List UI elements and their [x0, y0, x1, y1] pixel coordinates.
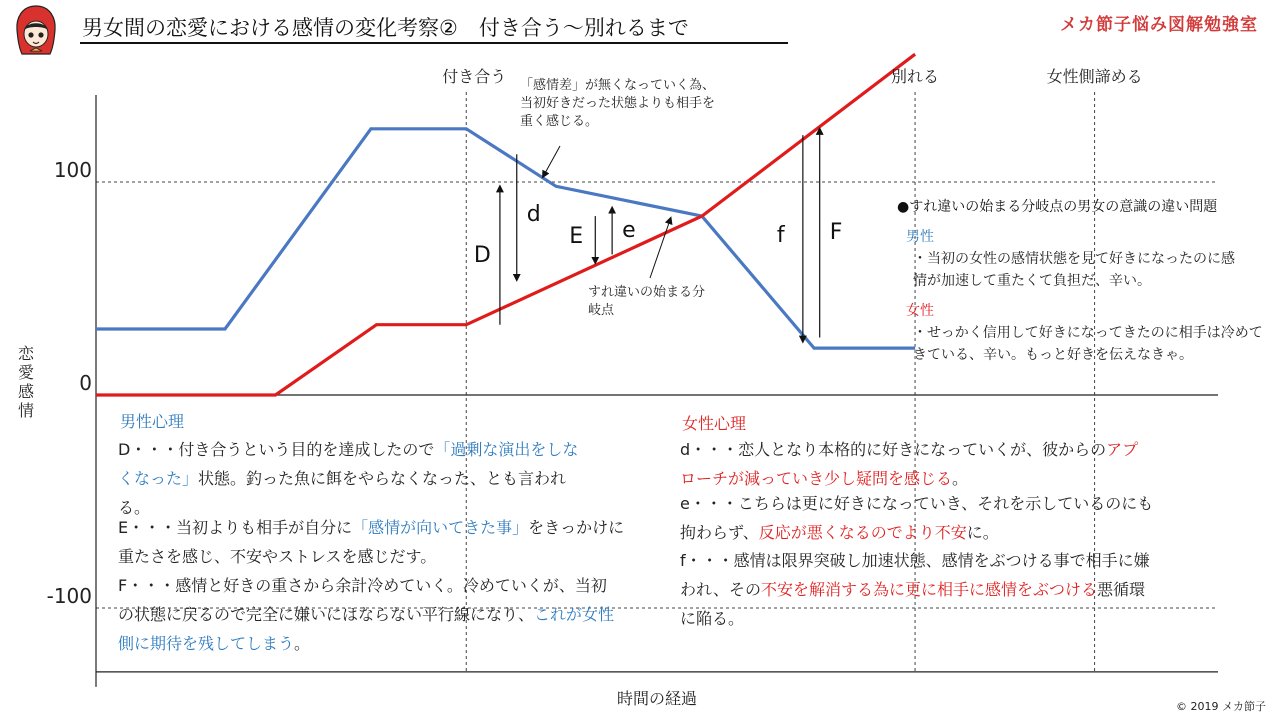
event-label-breakup: 別れる	[891, 67, 940, 86]
event-label-start-dating: 付き合う	[442, 67, 507, 86]
female-psychology-heading: 女性心理	[682, 414, 747, 433]
side-note-female-text: ・せっかく信用して好きになってきたのに相手は冷めてきている、辛い。もっと好きを伝えなきゃ。	[913, 325, 1263, 363]
y-tick-label-100: 100	[53, 158, 92, 182]
annotation-letter-e: e	[622, 218, 636, 244]
y-axis-label: 恋愛感情	[18, 344, 35, 420]
annotation-letter-E: E	[569, 224, 584, 250]
female-paragraph-e: e・・・こちらは更に好きになっていき、それを示しているのにも拘わらず、反応が悪くなるのでより不安に。	[680, 494, 1154, 542]
x-axis-label: 時間の経過	[617, 689, 698, 708]
series-line-male	[96, 129, 915, 348]
male-psychology-heading: 男性心理	[120, 412, 185, 431]
annotation-letter-F: F	[829, 220, 843, 246]
female-paragraph-f: f・・・感情は限界突破し加速状態、感情をぶつける事で相手に嫌われ、その不安を解消する為に更に相手に感情をぶつける悪循環に陥る。	[680, 551, 1150, 628]
event-label-woman-gives-up: 女性側諦める	[1046, 67, 1143, 86]
y-tick-label-minus-100: -100	[46, 584, 92, 608]
side-note-male-text: ・当初の女性の感情状態を見て好きになったのに感情が加速して重たくて負担だ、辛い。	[913, 251, 1235, 289]
copyright: © 2019 メカ節子	[1176, 700, 1266, 713]
callout-pointer-divergence	[650, 220, 670, 278]
callout-divergence-point: すれ違いの始まる分岐点	[588, 285, 706, 318]
side-note-male-heading: 男性	[906, 229, 934, 245]
male-paragraph-E: E・・・当初よりも相手が自分に「感情が向いてきた事」をきっかけに重たさを感じ、不安やストレスを感じだす。	[118, 518, 625, 566]
brand-label: メカ節子悩み図解勉強室	[1060, 15, 1258, 35]
annotation-letter-f: f	[776, 223, 785, 249]
male-paragraph-F: F・・・感情と好きの重さから余計冷めていく。冷めていくが、当初の状態に戻るので完全に嫌いにはならない平行線になり、これが女性側に期待を残してしまう。	[118, 576, 615, 653]
callout-pointer-emotion-gap	[544, 146, 560, 175]
side-note-female-heading: 女性	[906, 303, 934, 319]
annotation-letter-d: d	[526, 202, 541, 228]
side-note-title: ●すれ違いの始まる分岐点の男女の意識の違い問題	[897, 199, 1218, 215]
callout-emotion-gap: 「感情差」が無くなっていく為、当初好きだった状態よりも相手を重く感じる。	[520, 78, 716, 129]
y-tick-label-0: 0	[79, 371, 92, 395]
male-paragraph-D: D・・・付き合うという目的を達成したので「過剰な演出をしなくなった」状態。釣った魚に餌をやらなくなった、とも言われる。	[118, 440, 579, 517]
female-paragraph-d: d・・・恋人となり本格的に好きになっていくが、彼からのアプローチが減っていき少し疑問を感じる。	[680, 440, 1139, 488]
page-title: 男女間の恋愛における感情の変化考察② 付き合う～別れるまで	[82, 16, 689, 40]
annotation-letter-D: D	[473, 242, 491, 268]
series-line-female	[96, 54, 915, 395]
